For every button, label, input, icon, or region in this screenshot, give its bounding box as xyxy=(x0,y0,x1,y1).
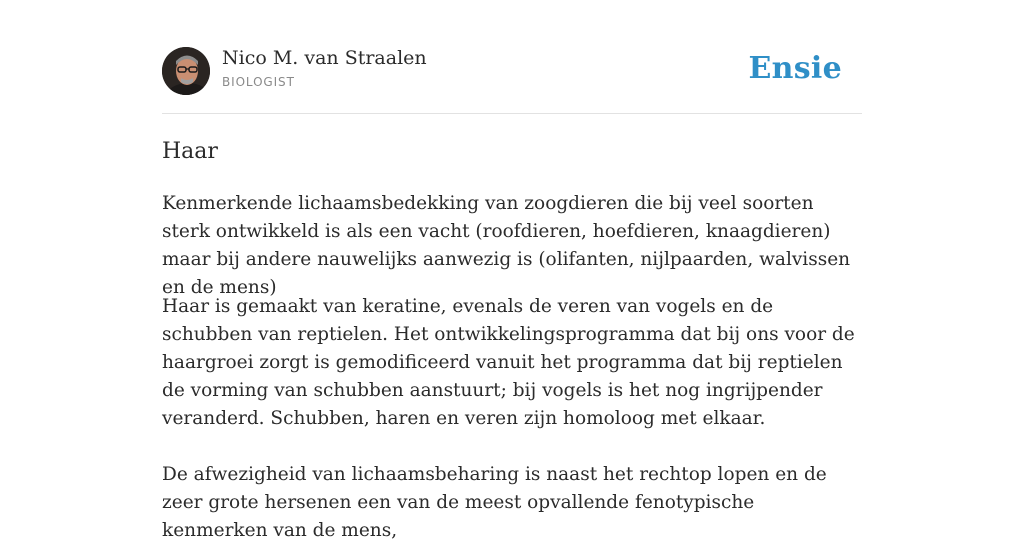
avatar-portrait-icon xyxy=(162,47,210,95)
entry-card xyxy=(162,0,862,541)
author-header xyxy=(162,0,862,114)
entry-paragraph: Haar is gemaakt van keratine, evenals de veren van vogels en de schubben van reptielen. Het ontwikkelingsprogramma dat bij ons voor de haargroei zorgt is gemodificeerd vanuit het programma dat bij reptielen de vorming van schubben aanstuurt; bij vogels is het nog ingrijpender veranderd. Schubben, haren en veren zijn homoloog met elkaar. xyxy=(162,296,855,429)
brand-logo[interactable]: Ensie xyxy=(748,51,842,86)
author-role: BIOLOGIST xyxy=(222,75,295,89)
entry-title: Haar xyxy=(162,139,218,164)
entry-paragraph: Kenmerkende lichaamsbedekking van zoogdieren die bij veel soorten sterk ontwikkeld is als een vacht (roofdieren, hoefdieren, knaagdieren) maar bij andere nauwelijks aanwezig is (olifanten, nijlpaarden, walvissen en de mens) xyxy=(162,193,851,298)
entry-paragraph: De afwezigheid van lichaamsbeharing is naast het rechtop lopen en de zeer grote hersenen een van de meest opvallende fenotypische kenmerken van de mens, xyxy=(162,464,827,541)
author-name[interactable]: Nico M. van Straalen xyxy=(222,47,427,69)
author-avatar[interactable] xyxy=(162,47,210,95)
